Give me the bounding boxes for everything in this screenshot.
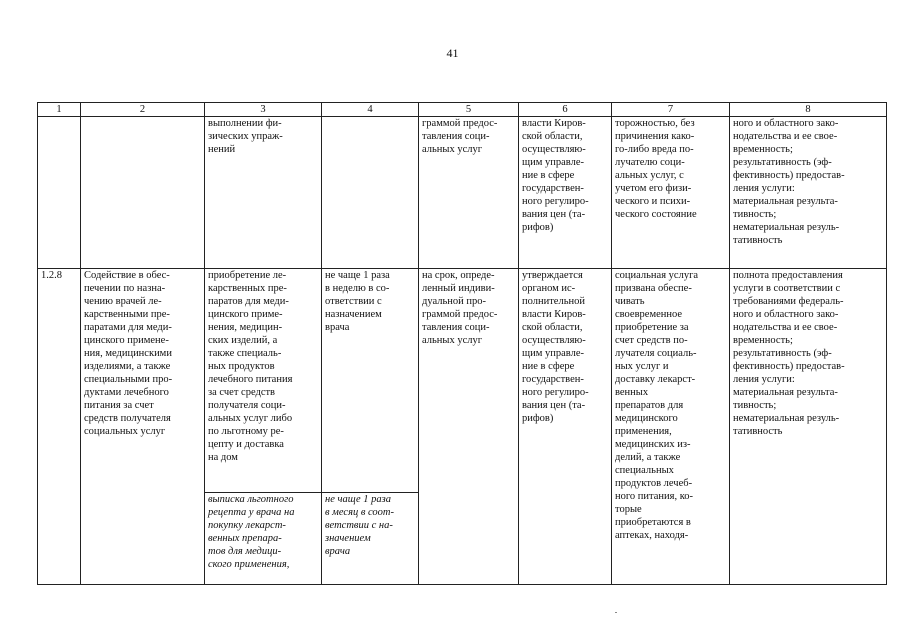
column-number: 3	[205, 103, 322, 117]
cell-term: на срок, опреде- ленный индиви- дуальной про- граммой предос- тавления соци- альных услуг	[419, 269, 519, 585]
cell-tariff: власти Киров- ской области, осуществляю- щим управле- ние в сфере государствен- ного регулиро- вания цен (та- рифов)	[519, 117, 612, 269]
cell-conditions: торожностью, без причинения како- го-либо вреда по- лучателю соци- альных услуг, с учетом его физи- ческого и психи- ческого состояние	[612, 117, 730, 269]
column-number: 2	[81, 103, 205, 117]
cell-tariff: утверждается органом ис- полнительной власти Киров- ской области, осуществляю- щим управле- ние в сфере государствен- ного регулиро- вания цен (та- рифов)	[519, 269, 612, 585]
cell-conditions: социальная услуга призвана обеспе- чивать своевременное приобретение за счет средств по- лучателя социаль- ных услуг и доставку лекарст- венных препаратов для медицинского применения, медицинских из- делий, а также специальных продуктов лечеб- ного питания, ко- торые приобретаются в аптеках, находя-	[612, 269, 730, 585]
cell-frequency-sub: не чаще 1 раза в месяц в соот- ветствии с на- значением врача	[322, 493, 419, 585]
continuation-row	[38, 117, 887, 269]
cell-frequency: не чаще 1 раза в неделю в со- ответствии с назначением врача	[322, 269, 419, 493]
header-row	[38, 103, 887, 117]
column-number: 8	[730, 103, 887, 117]
column-number: 5	[419, 103, 519, 117]
cell-service-content: приобретение ле- карственных пре- паратов для меди- цинского приме- нения, медицин- ских изделий, а также специаль- ных продуктов лечебного питания за счет средств получателя соци- альных услуг либо по льготному ре- цепту и доставка на дом	[205, 269, 322, 493]
cell-frequency	[322, 117, 419, 269]
column-number: 1	[38, 103, 81, 117]
item-row-1-2-8	[38, 269, 887, 493]
cell-service-name: Содействие в обес- печении по назна- чению врачей ле- карственными пре- паратами для меди- цинского примене- ния, медицинскими изделиями, а также специальными про- дуктами лечебного питания за счет средств получателя социальных услуг	[81, 269, 205, 585]
cell-service-name	[81, 117, 205, 269]
scan-speck	[615, 612, 617, 613]
cell-number: 1.2.8	[38, 269, 81, 585]
page-number: 41	[446, 46, 459, 60]
column-number: 4	[322, 103, 419, 117]
column-number: 7	[612, 103, 730, 117]
cell-service-content: выполнении фи- зических упраж- нений	[205, 117, 322, 269]
cell-number	[38, 117, 81, 269]
column-number: 6	[519, 103, 612, 117]
services-table	[37, 102, 887, 585]
cell-quality-indicators: полнота предоставления услуги в соответствии с требованиями федераль- ного и областного зако- нодательства и ее свое- временность; результативность (эф- фективность) предостав- ления услуги: материальная результа- тивность; нематериальная резуль- тативность	[730, 269, 887, 585]
cell-service-content-sub: выписка льготного рецепта у врача на покупку лекарст- венных препара- тов для медици- ского применения,	[205, 493, 322, 585]
cell-quality-indicators: ного и областного зако- нодательства и ее свое- временность; результативность (эф- фективность) предостав- ления услуги: материальная результа- тивность; нематериальная резуль- тативность	[730, 117, 887, 269]
cell-term: граммой предос- тавления соци- альных услуг	[419, 117, 519, 269]
